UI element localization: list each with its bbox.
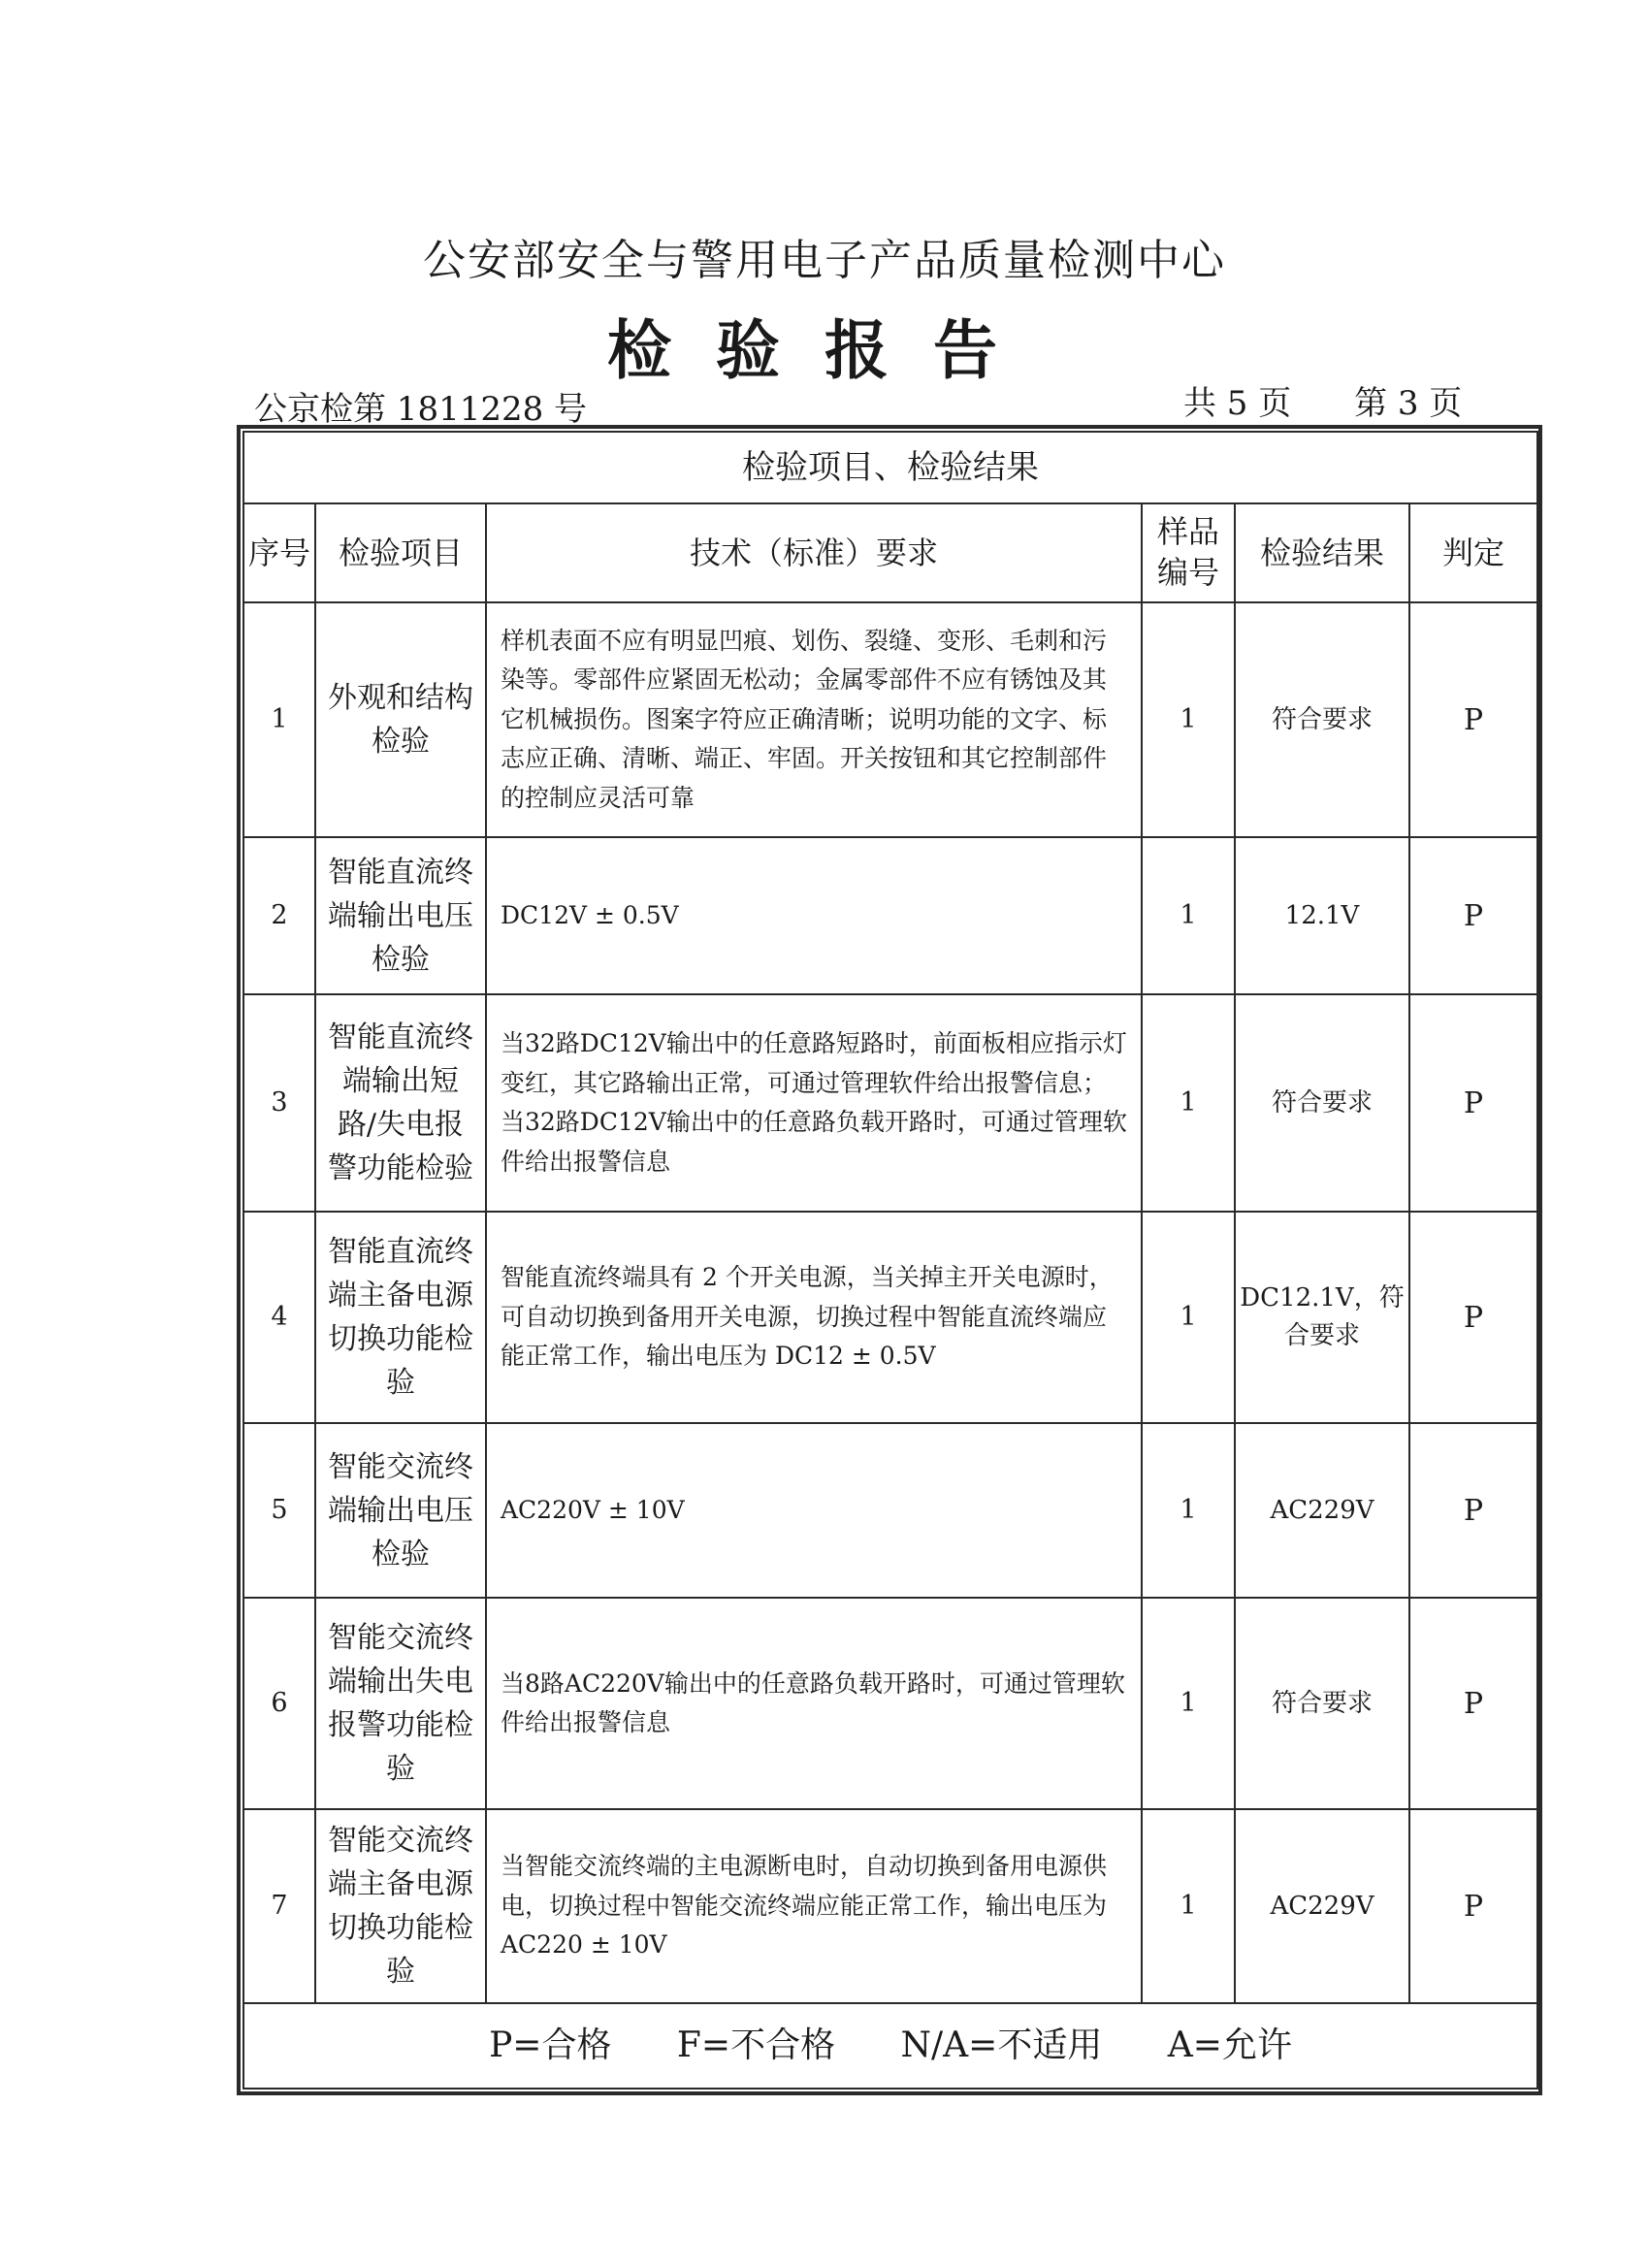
row-item: 智能直流终端输出短路/失电报警功能检验: [315, 994, 486, 1212]
row-result: 符合要求: [1235, 994, 1409, 1212]
report-title: 检验报告: [607, 312, 1042, 388]
table-row: [243, 1598, 1537, 1809]
row-result: AC229V: [1235, 1423, 1409, 1598]
table-row: [243, 994, 1537, 1212]
table-row: [243, 1809, 1537, 2003]
organization-name: 公安部安全与警用电子产品质量检测中心: [423, 236, 1226, 285]
col-verdict-header: 判定: [1409, 503, 1537, 602]
row-item: 智能交流终端输出电压检验: [315, 1423, 486, 1598]
col-requirement-header: 技术（标准）要求: [486, 503, 1142, 602]
row-verdict: P: [1409, 1423, 1537, 1598]
col-sample-header: [1142, 503, 1235, 602]
row-item: 智能交流终端输出失电报警功能检验: [315, 1598, 486, 1809]
total-pages: 共 5 页: [1183, 384, 1292, 423]
row-verdict: P: [1409, 1598, 1537, 1809]
row-result: 符合要求: [1235, 1598, 1409, 1809]
row-sample: 1: [1142, 994, 1235, 1212]
section-row: [243, 432, 1537, 503]
row-requirement: 智能直流终端具有 2 个开关电源，当关掉主开关电源时，可自动切换到备用开关电源，切换过程中智能直流终端应能正常工作，输出电压为 DC12 ± 0.5V: [486, 1212, 1142, 1423]
header-row: [243, 503, 1537, 602]
row-seq: 7: [243, 1809, 315, 2003]
row-item: 智能直流终端主备电源切换功能检验: [315, 1212, 486, 1423]
row-verdict: P: [1409, 1809, 1537, 2003]
row-seq: 3: [243, 994, 315, 1212]
row-sample: 1: [1142, 837, 1235, 994]
row-result: DC12.1V，符合要求: [1235, 1212, 1409, 1423]
col-item-header: 检验项目: [315, 503, 486, 602]
col-sample-header-label: 样品编号: [1156, 513, 1219, 591]
row-verdict: P: [1409, 837, 1537, 994]
row-seq: 5: [243, 1423, 315, 1598]
row-sample: 1: [1142, 1598, 1235, 1809]
results-table: [242, 431, 1538, 2090]
row-verdict: P: [1409, 1212, 1537, 1423]
row-seq: 1: [243, 602, 315, 837]
results-table-container: [242, 431, 1536, 2090]
row-sample: 1: [1142, 1423, 1235, 1598]
row-requirement: DC12V ± 0.5V: [486, 837, 1142, 994]
legend-pass: P=合格: [489, 2025, 612, 2065]
legend-row: [243, 2003, 1537, 2089]
table-row: [243, 1212, 1537, 1423]
row-requirement: AC220V ± 10V: [486, 1423, 1142, 1598]
row-sample: 1: [1142, 602, 1235, 837]
row-seq: 6: [243, 1598, 315, 1809]
section-title: 检验项目、检验结果: [243, 432, 1537, 503]
row-item: 智能直流终端输出电压检验: [315, 837, 486, 994]
row-result: 符合要求: [1235, 602, 1409, 837]
table-row: [243, 602, 1537, 837]
row-requirement: 当8路AC220V输出中的任意路负载开路时，可通过管理软件给出报警信息: [486, 1598, 1142, 1809]
current-page: 第 3 页: [1354, 384, 1463, 423]
row-verdict: P: [1409, 994, 1537, 1212]
row-sample: 1: [1142, 1809, 1235, 2003]
col-seq-header: 序号: [243, 503, 315, 602]
legend-fail: F=不合格: [676, 2025, 836, 2065]
page-info: [1174, 376, 1462, 424]
row-result: AC229V: [1235, 1809, 1409, 2003]
report-number: 公京检第 1811228 号: [254, 390, 588, 429]
row-item: 智能交流终端主备电源切换功能检验: [315, 1809, 486, 2003]
col-result-header: 检验结果: [1235, 503, 1409, 602]
row-verdict: P: [1409, 602, 1537, 837]
row-seq: 4: [243, 1212, 315, 1423]
row-result: 12.1V: [1235, 837, 1409, 994]
table-row: [243, 1423, 1537, 1598]
row-seq: 2: [243, 837, 315, 994]
legend-na: N/A=不适用: [900, 2025, 1103, 2065]
table-row: [243, 837, 1537, 994]
row-requirement: 当32路DC12V输出中的任意路短路时，前面板相应指示灯变红，其它路输出正常，可通过管理软件给出报警信息；当32路DC12V输出中的任意路负载开路时，可通过管理软件给出报警信息: [486, 994, 1142, 1212]
row-requirement: 样机表面不应有明显凹痕、划伤、裂缝、变形、毛刺和污染等。零部件应紧固无松动；金属零部件不应有锈蚀及其它机械损伤。图案字符应正确清晰；说明功能的文字、标志应正确、清晰、端正、牢固。开关按钮和其它控制部件的控制应灵活可靠: [486, 602, 1142, 837]
row-sample: 1: [1142, 1212, 1235, 1423]
verdict-legend: [243, 2003, 1537, 2089]
row-item: 外观和结构检验: [315, 602, 486, 837]
legend-allow: A=允许: [1167, 2025, 1292, 2065]
row-requirement: 当智能交流终端的主电源断电时，自动切换到备用电源供电，切换过程中智能交流终端应能正常工作，输出电压为 AC220 ± 10V: [486, 1809, 1142, 2003]
